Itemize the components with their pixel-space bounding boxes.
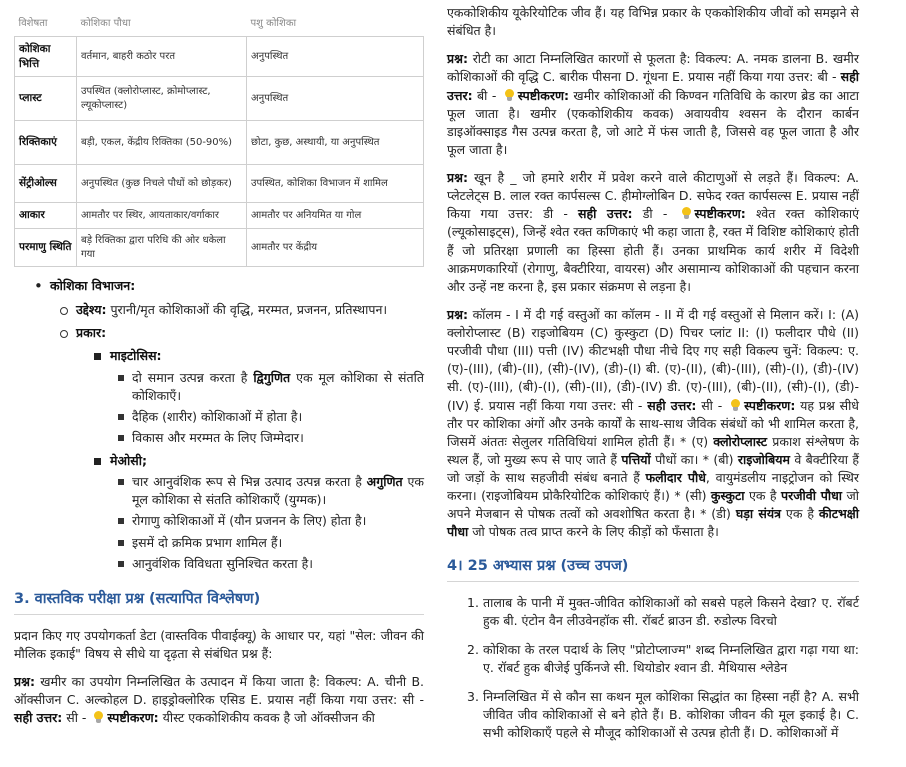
table-cell-plant: उपस्थित (क्लोरोप्लास्ट, क्रोमोप्लास्ट, ल्यूकोप्लास्ट) [77,77,247,121]
table-cell-plant: बड़ी, एकल, केंद्रीय रिक्तिका (50-90%) [77,121,247,165]
question-block: प्रश्न: कॉलम - I में दी गई वस्तुओं का कॉलम - II में दी गई वस्तुओं से मिलान करें। I: (A) क्लोरोप्लास्ट (B) राइजोबियम (C) कुस्कुटा (D) पिचर प्लांट II: (I) फलीदार पौधे (II) परजीवी पौधा (III) पत्ती (IV) कीटभक्षी पौधा नीचे दिए गए सही विकल्प चुनें: विकल्प: ए. (ए)-(III), (बी)-(II), (सी)-(IV), (डी)-(I) बी. (ए)-(II), (बी)-(III), (सी)-(I), (डी)-(IV) सी. (ए)-(III), (बी)-(I), (सी)-(II), (डी)-(IV) डी. (ए)-(III), (बी)-(II), (सी)-(I), (डी)-(IV) ई. प्रयास नहीं किया गया उत्तर: सी - सही उत्तर: सी - स्पष्टीकरण: यह प्रश्न सीधे तौर पर कोशिका अंगों और उनके कार्यों के साथ-साथ जैविक संबंधों को भी शामिल करता है, जिसमें अंततः सेलुलर गतिविधियां शामिल होती हैं। * (ए) क्लोरोप्लास्ट प्रकाश संश्लेषण के स्थल हैं, जो मुख्य रूप से पाए जाते हैं पत्तियों पौधों का। * (बी) राइजोबियम वे बैक्टीरिया हैं जो जड़ों के साथ सहजीवी संबंध बनाते हैं फलीदार पौधे, वायुमंडलीय नाइट्रोजन को स्थिर करना। (राइजोबियम प्रोकैरियोटिक कोशिकाएं हैं।) * (सी) कुस्कुटा एक है परजीवी पौधा जो अपने मेजबान से पोषक तत्वों को अवशोषित करता है। * (डी) घड़ा संयंत्र एक है कीटभक्षी पौधा जो पोषक तत्व प्राप्त करने के लिए कीड़ों को फँसाता है। [447,306,860,540]
section-3-intro: प्रदान किए गए उपयोगकर्ता डेटा (वास्तविक पीवाईक्यू) के आधार पर, यहां "सेल: जीवन की मौलिक इकाई" विषय से सीधे या दृढ़ता से संबंधित प्रश्न हैं: [14,627,424,661]
cell-division-list [34,277,424,573]
meiosis-title: मेओसी; [110,453,147,468]
table-cell-plant: अनुपस्थित (कुछ निचले पौधों को छोड़कर) [77,165,247,203]
table-header-row [15,14,424,37]
table-cell-plant: वर्तमान, बाहरी कठोर परत [77,37,247,77]
table-cell-animal: उपस्थित, कोशिका विभाजन में शामिल [247,165,424,203]
table-cell-feature: परमाणु स्थिति [15,229,77,267]
list-item: विकास और मरम्मत के लिए जिम्मेदार। [118,429,424,447]
list-item [56,301,424,319]
table-cell-plant: बड़े रिक्तिका द्वारा परिधि की ओर धकेला गया [77,229,247,267]
list-item: 3. निम्नलिखित में से कौन सा कथन मूल कोशिका सिद्धांत का हिस्सा नहीं है? A. सभी जीवित जीव कोशिकाओं से बने होते हैं। B. कोशिका जीवन की मूल इकाई है। C. सभी कोशिकाएँ पहले से मौजूद कोशिकाओं से उत्पन्न होती हैं। D. कोशिकाओं में [467,689,859,741]
table-row [15,77,424,121]
section-3-heading: 3. वास्तविक परीक्षा प्रश्न (सत्यापित विश्लेषण) [14,589,424,615]
cell-division-title: कोशिका विभाजन: [50,278,136,293]
table-cell-feature: आकार [15,203,77,229]
question-block: प्रश्न: रोटी का आटा निम्नलिखित कारणों से फूलता है: विकल्प: A. नमक डालना B. खमीर कोशिकाओं की वृद्धि C. बारीक पीसना D. गूंधना E. प्रयास नहीं किया गया उत्तर: बी - सही उत्तर: बी - स्पष्टीकरण: खमीर कोशिकाओं की किण्वन गतिविधि के कारण ब्रेड का आटा फूल जाता है। खमीर (एककोशिकीय कवक) अवायवीय श्वसन के दौरान कार्बन डाइऑक्साइड गैस उत्पन्न करता है, जो आटे में फंस जाती है, जिससे वह फूल जाता है और फूल जाता है। [447,51,859,157]
lightbulb-icon [94,711,103,723]
table-row [15,165,424,203]
table-row [15,121,424,165]
table-cell-animal: अनुपस्थित [247,37,424,77]
list-item [34,277,424,573]
lightbulb-icon [731,399,740,411]
purpose-text: पुरानी/मृत कोशिकाओं की वृद्धि, मरम्मत, प्रजनन, प्रतिस्थापन। [106,302,388,318]
mitosis-title: माइटोसिस: [110,348,162,364]
table-row [15,203,424,229]
meiosis-points [118,473,424,573]
division-sublist [56,301,424,573]
list-item: चार आनुवंशिक रूप से भिन्न उत्पाद उत्पन्न करता है अगुणित एक मूल कोशिका से संतति कोशिकाएँ (युग्मक)। [118,473,424,509]
section-4-heading: 4। 25 अभ्यास प्रश्न (उच्च उपज) [447,556,859,582]
list-item: दो समान उत्पन्न करता है द्विगुणित एक मूल कोशिका से संतति कोशिकाएँ। [118,369,424,405]
question-block: प्रश्न: खमीर का उपयोग निम्नलिखित के उत्पादन में किया जाता है: विकल्प: A. चीनी B. ऑक्सीजन C. अल्कोहल D. हाइड्रोक्लोरिक एसिड E. प्रयास नहीं किया गया उत्तर: सी - सही उत्तर: सी - स्पष्टीकरण: यीस्ट एककोशिकीय कवक है जो ऑक्सीजन की [14,674,424,726]
list-item: 1. तालाब के पानी में मुक्त-जीवित कोशिकाओं को सबसे पहले किसने देखा? ए. रॉबर्ट हुक बी. एंटोन वैन लीउवेनहॉक सी. रॉबर्ट ब्राउन डी. रुडोल्फ विरचो [467,594,859,628]
right-column [447,4,859,753]
question-block: प्रश्न: खून है _ जो हमारे शरीर में प्रवेश करने वाले कीटाणुओं से लड़ते हैं। विकल्प: A. प्लेटलेट्स B. लाल रक्त कार्पसल्स C. हीमोग्लोबिन D. सफेद रक्त कार्पसल्स E. प्रयास नहीं किया गया उत्तर: डी - सही उत्तर: डी - स्पष्टीकरण: श्वेत रक्त कोशिकाएं (ल्यूकोसाइट्स), जिन्हें श्वेत रक्त कणिकाएं भी कहा जाता है, रक्त में विशिष्ट कोशिकाएं होती हैं जो प्रतिरक्षा प्रणाली का हिस्सा होती हैं। उनका प्राथमिक कार्य शरीर में विदेशी आक्रमणकारियों (रोगाणु, बैक्टीरिया, वायरस) और असामान्य कोशिकाओं की पहचान करना और उन्हें नष्ट करना है, इस प्रकार संक्रमण से लड़ना है। [447,170,860,294]
table-cell-plant: आमतौर पर स्थिर, आयताकार/वर्गाकार [77,203,247,229]
table-row [15,229,424,267]
comparison-table [14,14,424,267]
types-label: प्रकार: [76,325,107,341]
list-item: रोगाणु कोशिकाओं में (यौन प्रजनन के लिए) होता है। [118,512,424,530]
table-header: कोशिका पौधा [80,18,131,29]
table-row [15,37,424,77]
lightbulb-icon [682,207,691,219]
table-cell-feature: सेंट्रीओल्स [15,165,77,203]
mitosis-points [118,369,424,448]
table-cell-animal: अनुपस्थित [247,77,424,121]
list-item: आनुवंशिक विविधता सुनिश्चित करता है। [118,555,424,573]
list-item [56,324,424,573]
left-column [14,0,424,737]
lightbulb-icon [505,89,514,101]
table-cell-animal: आमतौर पर केंद्रीय [247,229,424,267]
table-header: पशु कोशिका [250,18,297,29]
table-cell-feature: प्लास्ट [15,77,77,121]
continued-text: एककोशिकीय यूकेरियोटिक जीव हैं। यह विभिन्न प्रकार के एककोशिकीय जीवों को समझने से संबंधित है। [447,5,859,39]
list-item: इसमें दो क्रमिक प्रभाग शामिल हैं। [118,534,424,552]
table-cell-animal: आमतौर पर अनियमित या गोल [247,203,424,229]
list-item [90,347,424,447]
list-item: 2. कोशिका के तरल पदार्थ के लिए "प्रोटोप्लाज्म" शब्द निम्नलिखित द्वारा गढ़ा गया था: ए. रॉबर्ट हुक बीजेई पुर्किनजे सी. थियोडोर श्वान डी. मैथियास श्लेडेन [467,641,859,675]
list-item: दैहिक (शारीर) कोशिकाओं में होता है। [118,408,424,426]
table-cell-animal: छोटा, कुछ, अस्थायी, या अनुपस्थित [247,121,424,165]
types-sublist [90,347,424,572]
table-cell-feature: कोशिका भित्ति [15,37,77,77]
practice-questions-list [469,594,859,743]
table-cell-feature: रिक्तिकाएं [15,121,77,165]
list-item [90,452,424,573]
table-header: विशेषता [18,18,48,29]
purpose-label: उद्देश्य: [76,302,107,318]
